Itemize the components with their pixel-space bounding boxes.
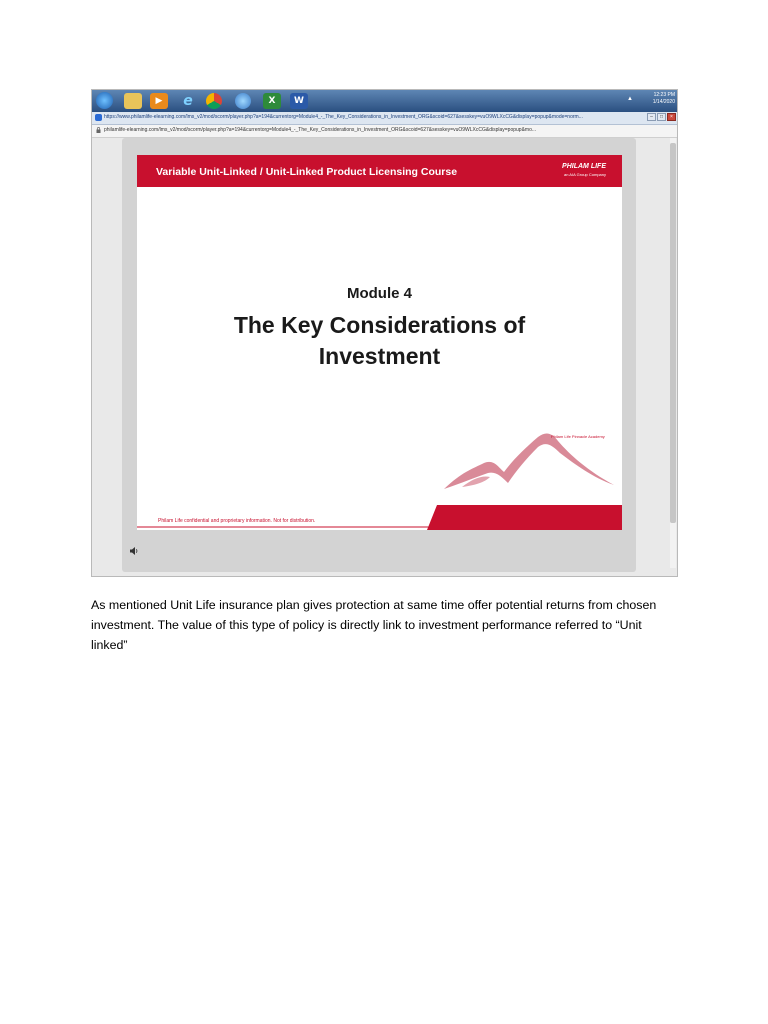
slide-header bbox=[137, 155, 622, 187]
windows-taskbar bbox=[92, 90, 677, 112]
close-button[interactable]: × bbox=[667, 113, 676, 121]
maximize-button[interactable]: □ bbox=[657, 113, 666, 121]
slide-footer bbox=[137, 505, 622, 530]
excel-icon[interactable]: X bbox=[263, 93, 281, 109]
heading-line-1: The Key Considerations of bbox=[233, 312, 526, 338]
system-clock[interactable] bbox=[653, 92, 675, 106]
address-url: philamlife-elearning.com/lms_v2/mod/scorm/player.php?a=194&currentorg=Module4_-_The_Key_Considerations_in_Investment_ORG&scoid=627&sesskey=vuO9WLXcCG&display=popup&mo... bbox=[104, 127, 537, 133]
course-title: Variable Unit-Linked / Unit-Linked Product Licensing Course bbox=[156, 166, 458, 178]
embedded-screenshot bbox=[91, 89, 678, 577]
brand-name: PHILAM LIFE bbox=[562, 163, 606, 170]
heading-line-2: Investment bbox=[318, 343, 441, 369]
brand-tagline: an AIA Group Company bbox=[563, 172, 606, 177]
scorm-player bbox=[122, 138, 636, 572]
word-icon[interactable]: W bbox=[290, 93, 308, 109]
vertical-scrollbar[interactable] bbox=[670, 138, 676, 568]
clock-time: 12:23 PM bbox=[653, 92, 675, 98]
address-bar[interactable] bbox=[92, 125, 677, 138]
internet-explorer-icon[interactable]: e bbox=[183, 93, 193, 109]
philam-life-logo bbox=[562, 163, 606, 179]
confidentiality-notice: Philam Life confidential and proprietary information. Not for distribution. bbox=[158, 518, 316, 524]
lock-icon bbox=[96, 127, 101, 133]
site-favicon-icon bbox=[95, 114, 102, 121]
speaker-icon[interactable] bbox=[129, 546, 139, 556]
course-slide bbox=[137, 155, 622, 530]
tray-expand-icon[interactable]: ▲ bbox=[627, 96, 633, 102]
minimize-button[interactable]: – bbox=[647, 113, 656, 121]
academy-label: Philam Life Pinnacle Academy bbox=[551, 434, 605, 439]
clock-date: 1/14/2020 bbox=[652, 99, 675, 105]
start-orb-icon[interactable] bbox=[96, 92, 113, 109]
window-url: https://www.philamlife-elearning.com/lms_v2/mod/scorm/player.php?a=194&currentorg=Module4_-_The_Key_Considerations_in_Investment_ORG&scoid=627&sesskey=vuO9WLXcCG&display=popup&mode=norm... bbox=[104, 114, 583, 120]
module-number: Module 4 bbox=[346, 285, 412, 302]
slide-heading bbox=[137, 310, 622, 372]
popup-window-titlebar bbox=[92, 112, 677, 125]
window-controls bbox=[647, 113, 676, 121]
caption-paragraph: As mentioned Unit Life insurance plan gives protection at same time offer potential returns from chosen investment. The value of this type of policy is directly link to investment performance referred to “Unit linked” bbox=[91, 598, 657, 652]
chrome-canary-icon[interactable] bbox=[235, 93, 251, 109]
scrollbar-thumb[interactable] bbox=[670, 143, 676, 523]
media-player-icon[interactable]: ▶ bbox=[150, 93, 168, 109]
chrome-icon[interactable] bbox=[206, 93, 222, 109]
folder-icon[interactable] bbox=[124, 93, 142, 109]
